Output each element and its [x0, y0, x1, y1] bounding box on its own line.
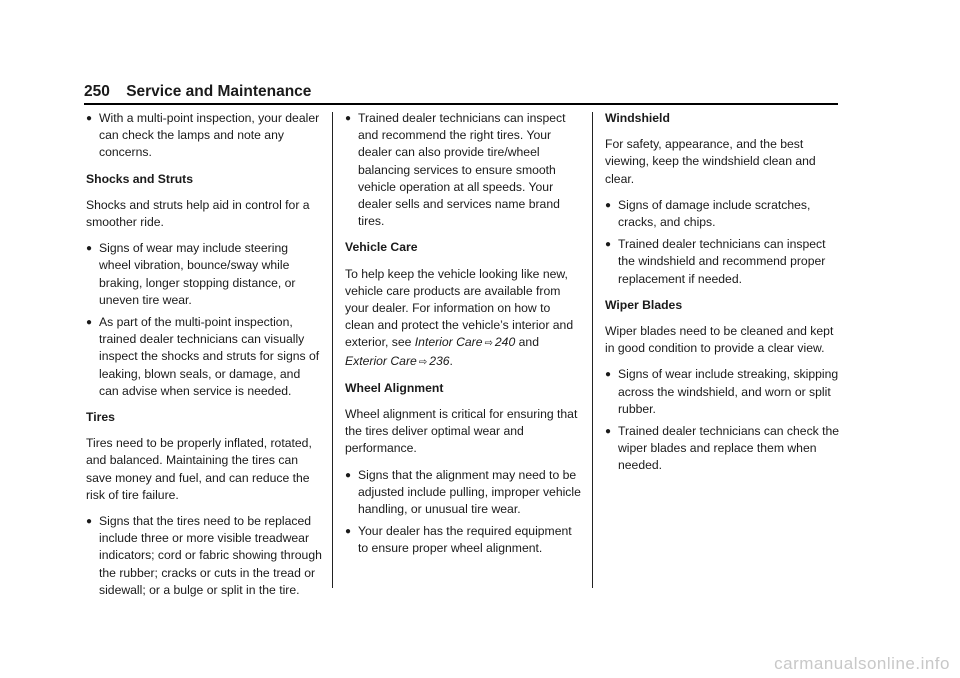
column-divider	[332, 112, 333, 588]
list-item: ● Your dealer has the required equipment to ensure proper wheel alignment.	[345, 524, 572, 556]
paragraph: For safety, appearance, and the best viewing, keep the windshield clean and clear.	[605, 137, 816, 186]
column-2	[345, 110, 581, 567]
bullet-list	[86, 240, 322, 400]
paragraph: Shocks and struts help aid in control for a smoother ride.	[86, 197, 310, 230]
section-heading: Tires	[86, 410, 115, 425]
bullet-icon: ●	[86, 516, 93, 528]
bullet-icon: ●	[86, 317, 93, 329]
bullet-list	[605, 366, 841, 474]
paragraph: Tires need to be properly inflated, rotated, and balanced. Maintaining the tires can save money and fuel, and can reduce the risk of tire failure.	[86, 436, 312, 502]
section-heading: Vehicle Care	[345, 240, 418, 255]
list-item: ● Trained dealer technicians can check the wiper blades and replace them when needed.	[605, 424, 840, 473]
bullet-icon: ●	[86, 113, 93, 124]
cross-reference-link[interactable]: Exterior Care ⇨ 236	[345, 353, 450, 368]
section-heading: Wiper Blades	[605, 297, 683, 312]
arrow-icon: ⇨	[484, 338, 493, 350]
bullet-list	[345, 467, 581, 558]
bullet-icon: ●	[605, 426, 612, 438]
bullet-list	[86, 110, 322, 162]
bullet-icon: ●	[605, 369, 612, 381]
section-heading: Shocks and Struts	[86, 171, 194, 186]
bullet-list	[345, 110, 581, 230]
section-heading: Wheel Alignment	[345, 380, 444, 395]
list-item: ● Signs of damage include scratches, cracks, and chips.	[605, 197, 811, 230]
list-item: ● Signs that the tires need to be replaced include three or more visible treadwear indicators; cord or fabric showing through the rubber; cracks or cuts in the tread or sidewall; or a bulge or split in the tire.	[86, 514, 322, 597]
bullet-icon: ●	[86, 243, 93, 255]
bullet-list	[86, 513, 322, 599]
bullet-icon: ●	[345, 469, 352, 481]
list-item: ● Trained dealer technicians can inspect the windshield and recommend proper replacement if needed.	[605, 237, 826, 286]
watermark: carmanualsonline.info	[774, 654, 950, 673]
list-item: ● Signs that the alignment may need to be adjusted include pulling, improper vehicle handling, or unusual tire wear.	[345, 467, 581, 517]
paragraph: Wiper blades need to be cleaned and kept in good condition to provide a clear view.	[605, 324, 834, 356]
page-header	[84, 82, 838, 102]
bullet-list	[605, 197, 841, 288]
section-heading: Windshield	[605, 111, 670, 125]
column-divider	[592, 112, 593, 588]
bullet-icon: ●	[345, 526, 352, 538]
page-number: 250	[84, 83, 110, 100]
column-1	[86, 110, 322, 608]
bullet-icon: ●	[345, 113, 352, 124]
arrow-icon: ⇨	[418, 356, 428, 368]
section-title: Service and Maintenance	[126, 83, 312, 100]
list-item: ● As part of the multi-point inspection, trained dealer technicians can visually inspect the shocks and struts for signs of leaking, blown seals, or damage, and can advise when service is needed.	[86, 315, 320, 398]
list-item: ● Signs of wear may include steering wheel vibration, bounce/sway while braking, longer stopping distance, or uneven tire wear.	[86, 241, 296, 307]
list-item: ● Trained dealer technicians can inspect and recommend the right tires. Your dealer can also provide tire/wheel balancing services to ensure smooth vehicle operation at all speeds. Your dealer sells and services name brand tires.	[345, 111, 566, 229]
header-rule	[84, 103, 838, 105]
column-3	[605, 110, 841, 484]
list-item: ● With a multi-point inspection, your dealer can check the lamps and note any concerns.	[86, 111, 320, 160]
cross-reference-link[interactable]: Interior Care ⇨ 240	[414, 335, 516, 350]
bullet-icon: ●	[605, 239, 612, 251]
paragraph: To help keep the vehicle looking like new, vehicle care products are available from your dealer. For information on how to clean and protect the vehicle’s interior and exterior, see Interior Care ⇨ 240 and Exterior Care ⇨ 236.	[345, 266, 574, 368]
bullet-icon: ●	[605, 199, 612, 211]
list-item: ● Signs of wear include streaking, skipping across the windshield, and worn or split rubber.	[605, 367, 839, 416]
paragraph: Wheel alignment is critical for ensuring that the tires deliver optimal wear and performance.	[345, 407, 578, 456]
